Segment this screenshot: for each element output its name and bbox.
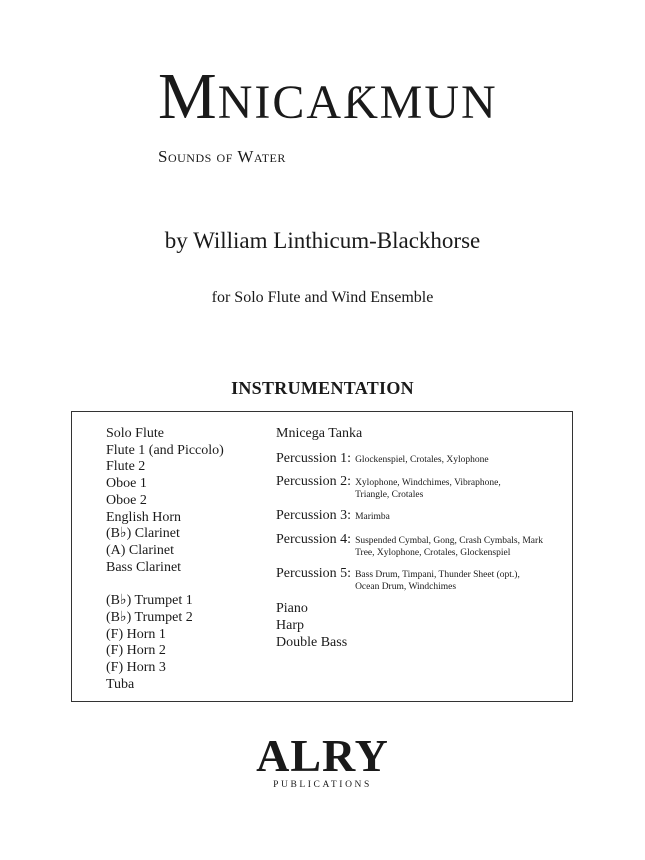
instrument-item: (A) Clarinet bbox=[106, 542, 175, 558]
percussion-name: Percussion 3: bbox=[276, 508, 352, 524]
instrument-item: Oboe 2 bbox=[106, 492, 147, 508]
composer-credit: by William Linthicum-Blackhorse bbox=[164, 228, 481, 253]
instrument-item: Flute 1 (and Piccolo) bbox=[106, 442, 224, 458]
percussion-instruments: Glockenspiel, Crotales, Xylophone bbox=[355, 454, 489, 465]
instrument-item: (F) Horn 2 bbox=[106, 643, 166, 659]
instrument-list-right bbox=[276, 426, 566, 651]
percussion-name: Percussion 4: bbox=[276, 532, 352, 548]
instrument-item: (F) Horn 1 bbox=[106, 626, 166, 642]
instrument-item: Bass Clarinet bbox=[106, 559, 182, 575]
percussion-instruments: Suspended Cymbal, Gong, Crash Cymbals, Mark Tree, Xylophone, Crotales, Glockenspiel bbox=[355, 536, 543, 559]
instrument-item: (B♭) Clarinet bbox=[106, 526, 180, 542]
piece-title: MNICAƘMUN bbox=[158, 60, 498, 133]
percussion-name: Percussion 1: bbox=[276, 450, 352, 466]
percussion-name: Percussion 2: bbox=[276, 474, 352, 490]
instrument-item: (B♭) Trumpet 1 bbox=[106, 593, 193, 609]
percussion-entry bbox=[276, 532, 566, 559]
percussion-instruments: Xylophone, Windchimes, Vibraphone, Triangle, Crotales bbox=[355, 478, 501, 501]
instrument-item: Piano bbox=[276, 601, 308, 617]
instrument-item: Oboe 1 bbox=[106, 476, 147, 492]
percussion-name: Percussion 5: bbox=[276, 566, 352, 582]
instrument-item: Mnicega Tanka bbox=[276, 426, 363, 441]
percussion-instruments: Bass Drum, Timpani, Thunder Sheet (opt.), Ocean Drum, Windchimes bbox=[355, 570, 520, 593]
percussion-entry bbox=[276, 474, 566, 501]
instrument-item: Tuba bbox=[106, 676, 135, 692]
instrumentation-heading: INSTRUMENTATION bbox=[231, 378, 414, 398]
instrument-list-left bbox=[106, 426, 224, 694]
percussion-entry bbox=[276, 508, 566, 525]
publisher-logo bbox=[0, 730, 645, 790]
percussion-entry bbox=[276, 566, 566, 593]
percussion-instruments: Marimba bbox=[355, 512, 390, 523]
piece-subtitle: Sounds of Water bbox=[158, 147, 286, 166]
instrument-item: Flute 2 bbox=[106, 459, 146, 475]
instrumentation-box bbox=[71, 411, 573, 702]
scoring-line: for Solo Flute and Wind Ensemble bbox=[211, 289, 434, 306]
instrument-item: (B♭) Trumpet 2 bbox=[106, 610, 193, 626]
instrument-item: Double Bass bbox=[276, 634, 348, 650]
instrument-item: English Horn bbox=[106, 509, 182, 525]
publisher-subtitle: PUBLICATIONS bbox=[273, 780, 372, 790]
instrument-item: Harp bbox=[276, 617, 304, 633]
instrument-item: (F) Horn 3 bbox=[106, 660, 166, 676]
percussion-entry bbox=[276, 451, 566, 468]
instrument-item: Solo Flute bbox=[106, 426, 164, 441]
instrument-group bbox=[276, 601, 566, 651]
publisher-name: ALRY bbox=[256, 730, 389, 781]
